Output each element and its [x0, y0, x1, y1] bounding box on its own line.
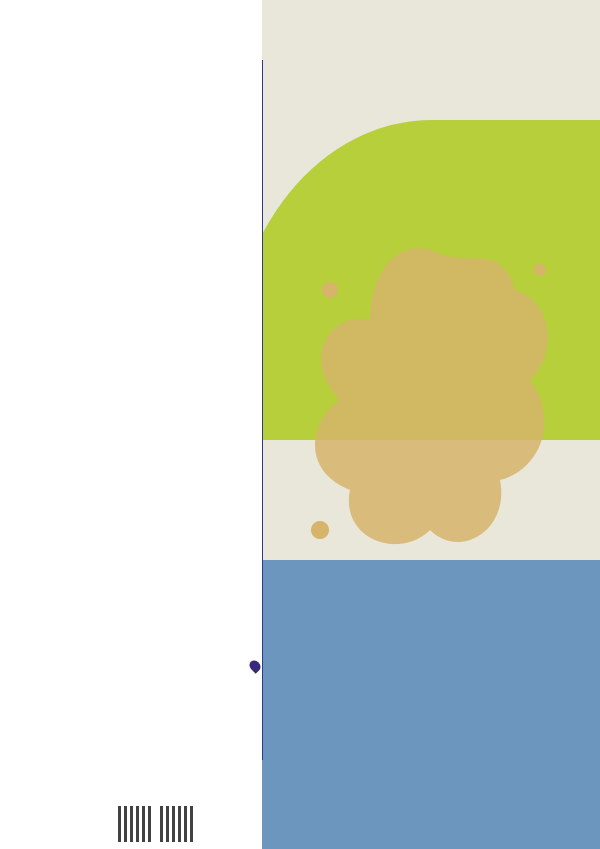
qr-code-icon[interactable] — [160, 806, 196, 842]
qr-code-icon[interactable] — [118, 806, 154, 842]
paint-splash-graphic — [300, 230, 560, 570]
blue-background-shape — [230, 560, 600, 849]
column-divider — [262, 60, 263, 760]
program-column — [0, 0, 262, 849]
strona-arte-logo — [20, 18, 240, 58]
